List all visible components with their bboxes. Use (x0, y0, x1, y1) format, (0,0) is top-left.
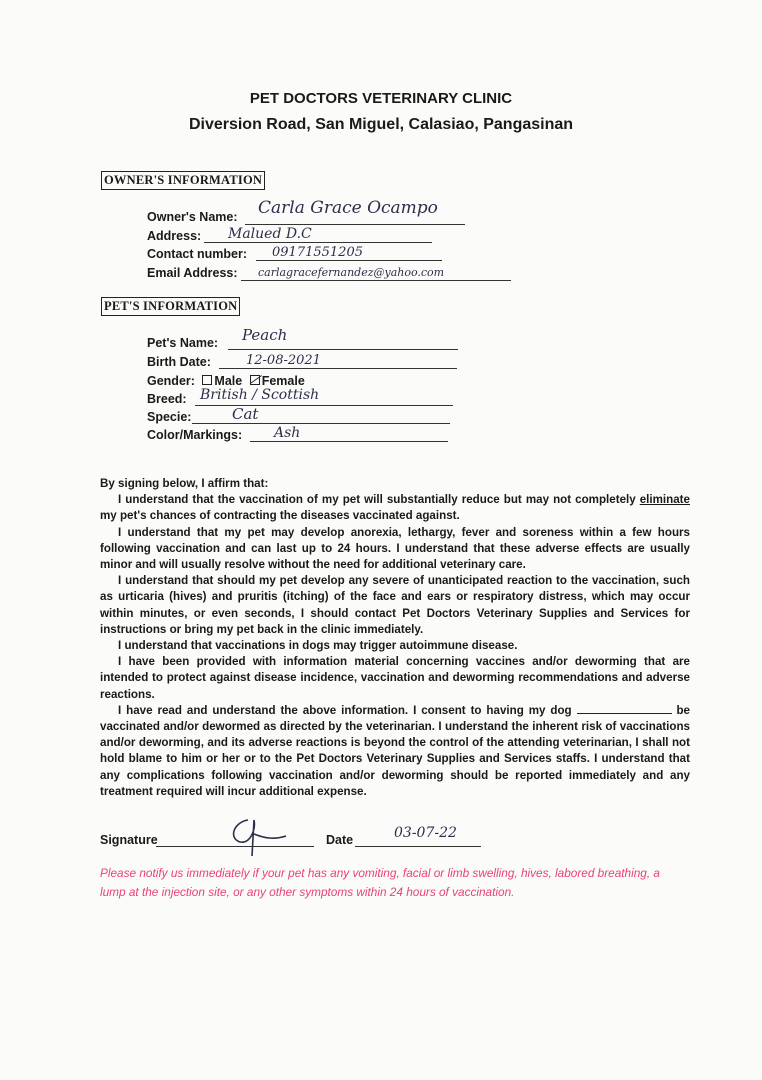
consent-p6 (100, 703, 690, 800)
pet-name-line (228, 349, 458, 350)
pet-name-label: Pet's Name: (147, 336, 219, 350)
contact-label: Contact number: (147, 247, 247, 261)
consent-text (100, 476, 690, 800)
breed-field[interactable]: British / Scottish (200, 387, 320, 403)
pet-name-field[interactable]: Peach (242, 326, 288, 344)
consent-p6-text: I have read and understand the above information. I consent to having my dog (118, 703, 572, 717)
female-option-label: Female (261, 374, 305, 388)
address-line (204, 242, 432, 243)
owner-name-line (245, 224, 465, 225)
dog-name-blank[interactable] (577, 703, 672, 714)
owner-section-heading: OWNER'S INFORMATION (101, 171, 265, 190)
birth-date-line (219, 368, 457, 369)
pet-section-heading: PET'S INFORMATION (101, 297, 240, 316)
color-field[interactable]: Ash (274, 425, 301, 441)
male-checkbox[interactable] (202, 375, 212, 385)
consent-p1-rest: my pet's chances of contracting the diseases vaccinated against. (100, 509, 460, 523)
notice-text: Please notify us immediately if your pet has any vomiting, facial or limb swelling, hives, labored breathing, a lump at the injection site, or any other symptoms within 24 hours of vaccination. (100, 866, 660, 899)
contact-line (256, 260, 442, 261)
specie-line (192, 423, 450, 424)
address-field[interactable]: Malued D.C (228, 226, 312, 242)
date-label: Date (326, 833, 354, 847)
consent-p4: I understand that vaccinations in dogs may trigger autoimmune disease. (118, 639, 518, 653)
male-option-label: Male (214, 374, 243, 388)
consent-p1-text: I understand that the vaccination of my pet will substantially reduce but may not completely (118, 493, 636, 507)
color-line (250, 441, 448, 442)
consent-intro: By signing below, I affirm that: (100, 477, 269, 490)
female-checkbox[interactable] (250, 375, 260, 385)
consent-p1 (100, 492, 690, 524)
birth-date-field[interactable]: 12-08-2021 (246, 353, 321, 368)
signature-label: Signature (100, 833, 158, 847)
gender-label: Gender: (147, 374, 195, 388)
specie-label: Specie: (147, 410, 192, 424)
contact-field[interactable]: 09171551205 (272, 245, 363, 260)
consent-p6-rest: be vaccinated and/or dewormed as directed by the veterinarian. I understand the inherent risk of vaccinations and/or deworming, and its adverse reactions is beyond the control of the attending veterinarian, I shall not hold blame to him or her or to the Pet Doctors Veterinary Supplies and Services staffs. I understand that any complications following vaccination and/or deworming should be reported immediately and any treatment required will incur additional expense. (100, 703, 690, 798)
email-line (241, 280, 511, 281)
owner-name-label: Owner's Name: (147, 210, 238, 224)
owner-name-field[interactable]: Carla Grace Ocampo (258, 198, 438, 218)
consent-p3: I understand that should my pet develop any severe of unanticipated reaction to the vaccination, such as urticaria (hives) and pruritis (itching) of the face and ears or respiratory distress, which may occur within minutes, or even seconds, I should contact Pet Doctors Veterinary Supplies and Services for instructions or bring my pet back in the clinic immediately. (100, 574, 690, 636)
specie-field[interactable]: Cat (232, 405, 259, 423)
address-label: Address: (147, 229, 202, 243)
consent-p2: I understand that my pet may develop anorexia, lethargy, fever and soreness within a few hours following vaccination and can last up to 24 hours. I understand that these adverse effects are usually minor and will usually resolve without the need for additional veterinary care. (100, 525, 690, 572)
consent-p1-underlined: eliminate (639, 493, 690, 507)
color-label: Color/Markings: (147, 428, 243, 442)
gender-row (147, 374, 305, 388)
birth-date-label: Birth Date: (147, 355, 211, 369)
breed-label: Breed: (147, 392, 187, 406)
signature-scribble[interactable] (220, 812, 290, 862)
consent-p5: I have been provided with information material concerning vaccines and/or deworming that are intended to protect against disease incidence, vaccination and deworming recommendations and adverse reactions. (100, 655, 690, 701)
email-field[interactable]: carlagracefernandez@yahoo.com (258, 266, 445, 279)
clinic-name: PET DOCTORS VETERINARY CLINIC (249, 90, 513, 107)
date-field[interactable]: 03-07-22 (394, 825, 457, 841)
clinic-address: Diversion Road, San Miguel, Calasiao, Pangasinan (188, 116, 574, 133)
email-label: Email Address: (147, 266, 238, 280)
date-line (355, 846, 481, 847)
